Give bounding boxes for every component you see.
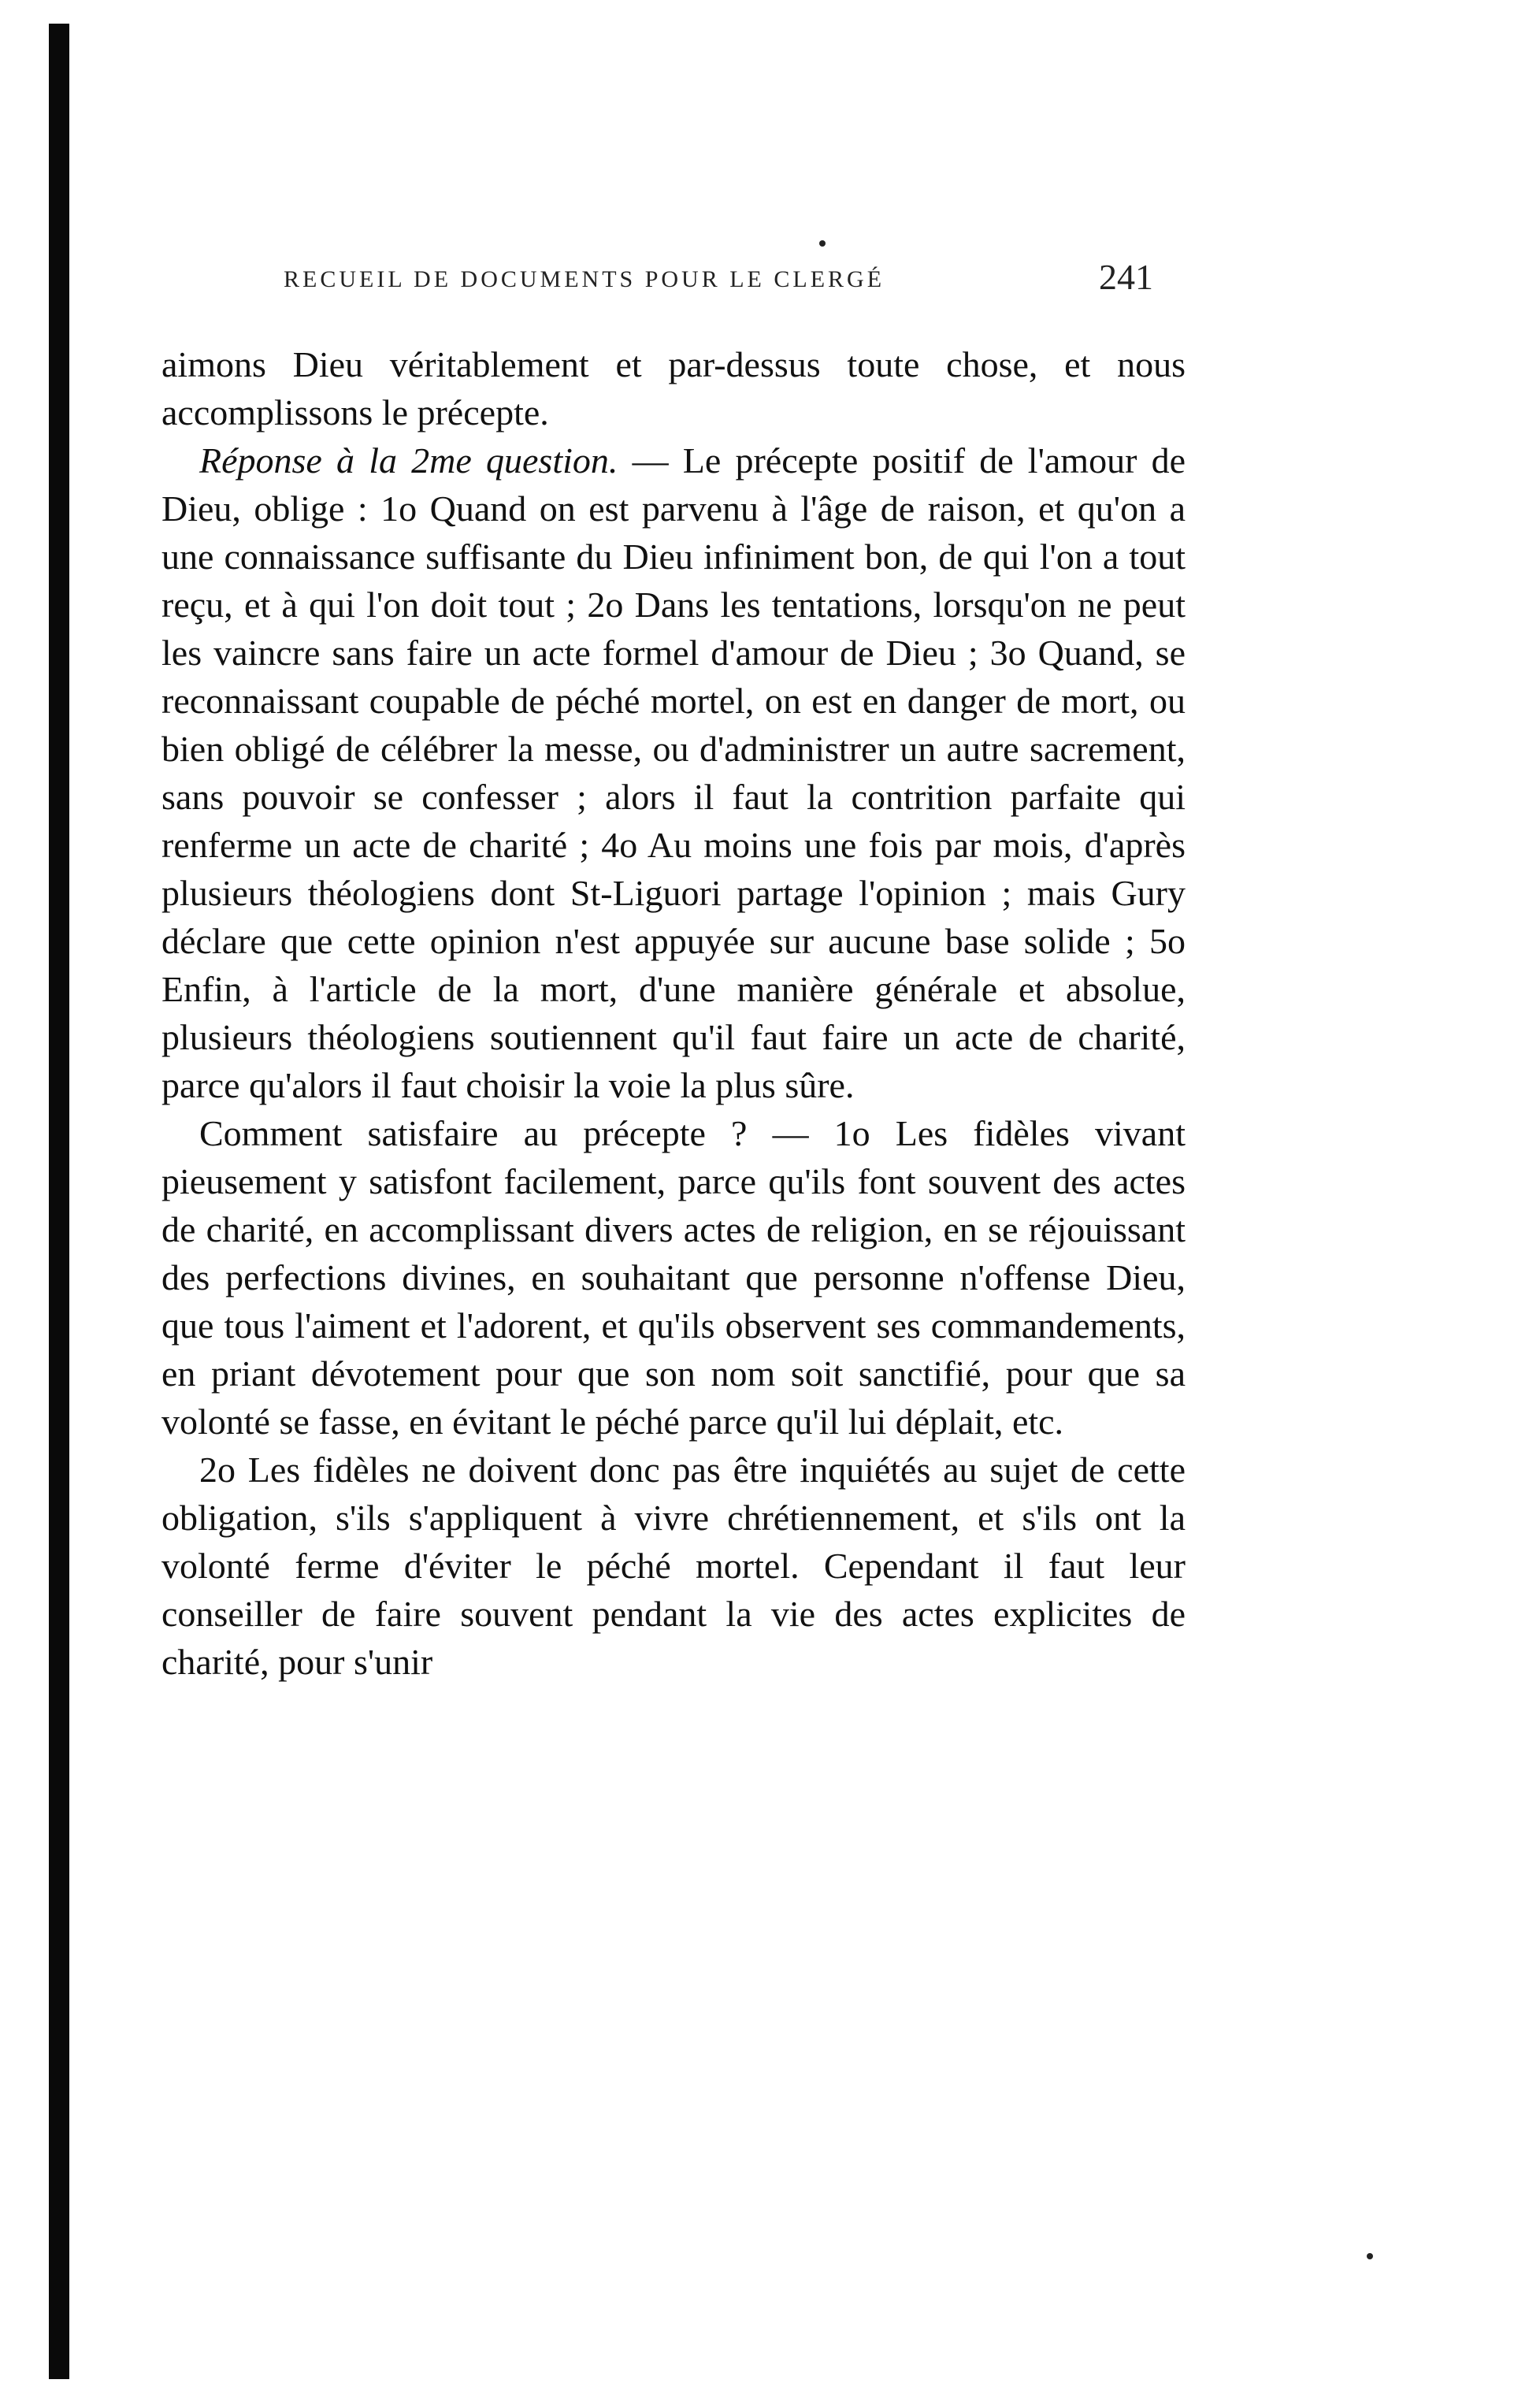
scan-speck: [819, 240, 826, 247]
page-number: 241: [1099, 257, 1153, 297]
paragraph-2-lead-in: Réponse à la 2me question.: [199, 440, 618, 481]
paragraph-1: aimons Dieu véritablement et par-dessus toute chose, et nous accomplissons le précepte.: [161, 344, 1186, 432]
paragraph-2: [161, 436, 1186, 1109]
paragraph-2-text: — Le précepte positif de l'amour de Dieu, oblige : 1o Quand on est parvenu à l'âge de raison, et qu'on a une connaissance suffisante du Dieu infiniment bon, de qui l'on a tout reçu, et à qui l'on doit tout ; 2o Dans les tentations, lorsqu'on ne peut les vaincre sans faire un acte formel d'amour de Dieu ; 3o Quand, se reconnaissant coupable de péché mortel, on est en danger de mort, ou bien obligé de célébrer la messe, ou d'administrer un autre sacrement, sans pouvoir se confesser ; alors il faut la contrition parfaite qui renferme un acte de charité ; 4o Au moins une fois par mois, d'après plusieurs théologiens dont St-Liguori partage l'opinion ; mais Gury déclare que cette opinion n'est appuyée sur aucune base solide ; 5o Enfin, à l'article de la mort, d'une manière générale et absolue, plusieurs théologiens soutiennent qu'il faut faire un acte de charité, parce qu'alors il faut choisir la voie la plus sûre.: [161, 440, 1186, 1105]
scan-speck: [1367, 2253, 1373, 2259]
scan-binding-edge: [49, 24, 69, 2379]
running-title: RECUEIL DE DOCUMENTS POUR LE CLERGÉ: [284, 266, 885, 292]
paragraph-3: Comment satisfaire au précepte ? — 1o Les fidèles vivant pieusement y satisfont facilement, parce qu'ils font souvent des actes de charité, en accomplissant divers actes de religion, en se réjouissant des perfections divines, en souhaitant que personne n'offense Dieu, que tous l'aiment et l'adorent, et qu'ils observent ses commandements, en priant dévotement pour que son nom soit sanctifié, pour que sa volonté se fasse, en évitant le péché parce qu'il lui déplait, etc.: [161, 1113, 1186, 1442]
paragraph-4: 2o Les fidèles ne doivent donc pas être inquiétés au sujet de cette obligation, s'ils s'appliquent à vivre chrétiennement, et s'ils ont la volonté ferme d'éviter le péché mortel. Cependant il faut leur conseiller de faire souvent pendant la vie des actes explicites de charité, pour s'unir: [161, 1450, 1186, 1682]
page-body: [161, 340, 1186, 1686]
